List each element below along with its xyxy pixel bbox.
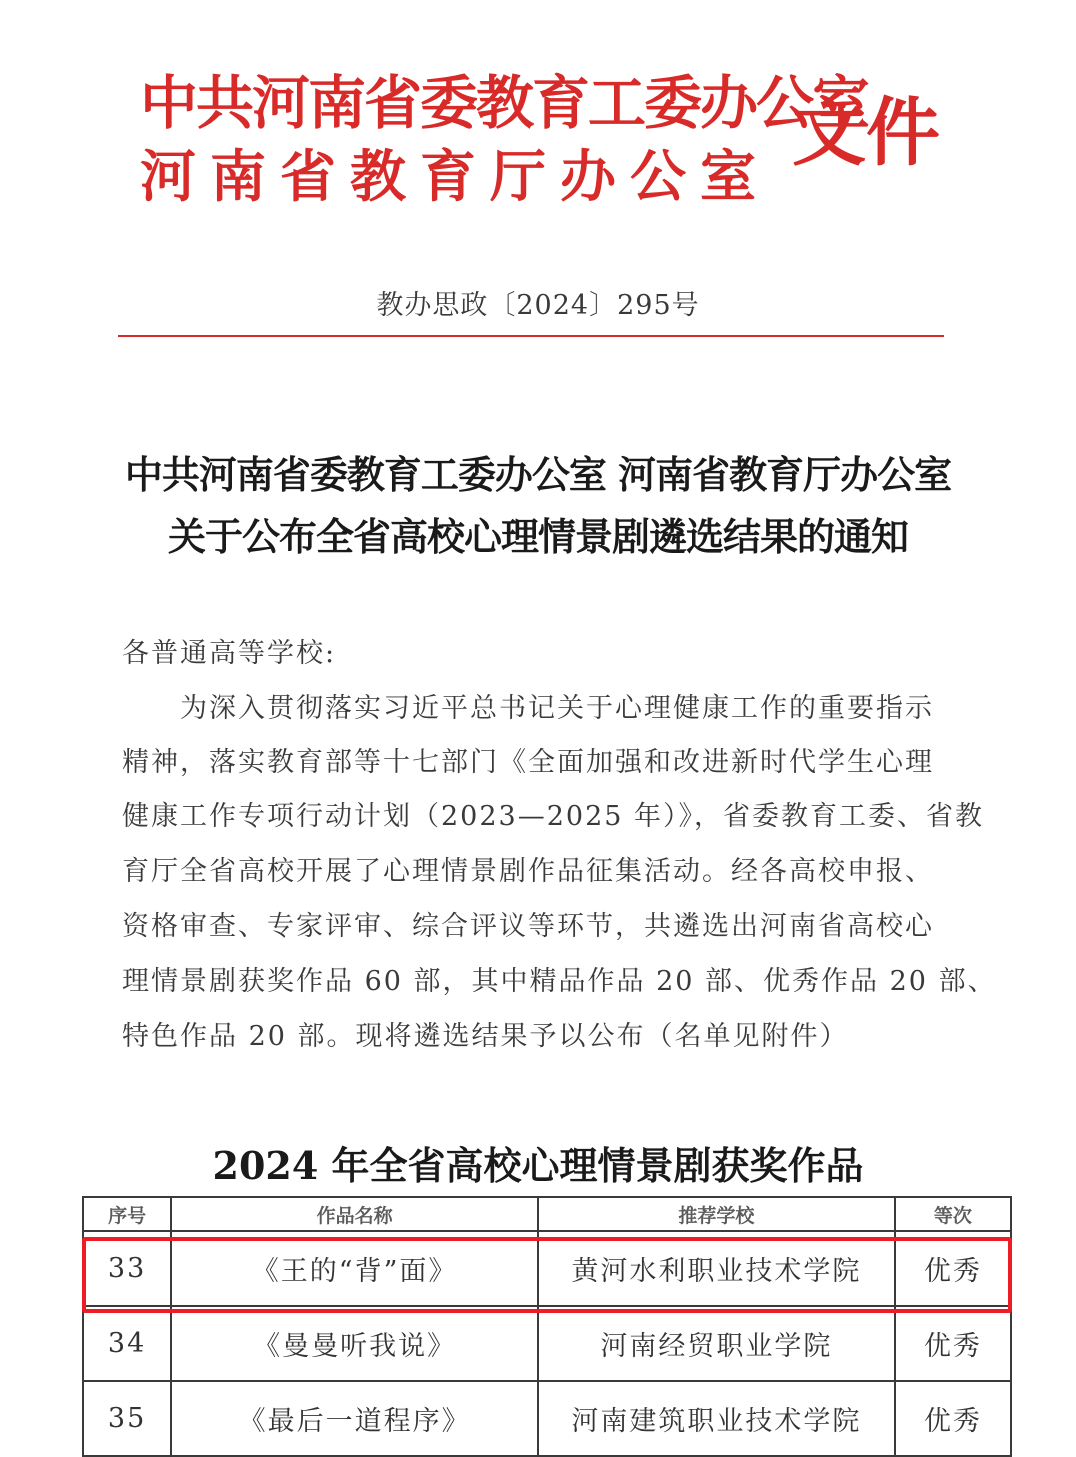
body-line: 精神，落实教育部等十七部门《全面加强和改进新时代学生心理 bbox=[122, 747, 934, 778]
table-row bbox=[83, 1306, 1011, 1381]
table-row bbox=[83, 1381, 1011, 1456]
letterhead-doc-type: 文件 bbox=[792, 90, 940, 176]
header-name: 作品名称 bbox=[171, 1197, 538, 1231]
awards-table bbox=[82, 1196, 1012, 1457]
header-no: 序号 bbox=[83, 1197, 171, 1231]
table-title: 2024 年全省高校心理情景剧获奖作品 bbox=[212, 1143, 864, 1188]
red-divider bbox=[118, 335, 944, 337]
cell-school: 黄河水利职业技术学院 bbox=[538, 1231, 895, 1306]
document-number: 教办思政〔2024〕295号 bbox=[376, 290, 700, 321]
cell-school: 河南经贸职业学院 bbox=[538, 1306, 895, 1381]
body-line: 育厅全省高校开展了心理情景剧作品征集活动。经各高校申报、 bbox=[122, 856, 934, 887]
cell-name: 《最后一道程序》 bbox=[171, 1381, 538, 1456]
table-header-row bbox=[83, 1197, 1011, 1231]
salutation: 各普通高等学校: bbox=[122, 638, 337, 669]
cell-school: 河南建筑职业技术学院 bbox=[538, 1381, 895, 1456]
cell-no: 35 bbox=[83, 1381, 171, 1456]
cell-grade: 优秀 bbox=[895, 1381, 1011, 1456]
cell-grade: 优秀 bbox=[895, 1231, 1011, 1306]
body-line: 特色作品 20 部。现将遴选结果予以公布（名单见附件） bbox=[122, 1021, 849, 1052]
body-line: 资格审查、专家评审、综合评议等环节，共遴选出河南省高校心 bbox=[122, 911, 934, 942]
notice-title-line2: 关于公布全省高校心理情景剧遴选结果的通知 bbox=[167, 514, 908, 559]
letterhead-org-line1: 中共河南省委教育工委办公室 bbox=[140, 69, 869, 137]
cell-name: 《曼曼听我说》 bbox=[171, 1306, 538, 1381]
letterhead-org-line2: 河南省教育厅办公室 bbox=[140, 144, 770, 210]
table-row bbox=[83, 1231, 1011, 1306]
notice-title-line1: 中共河南省委教育工委办公室 河南省教育厅办公室 bbox=[124, 452, 952, 497]
body-line: 为深入贯彻落实习近平总书记关于心理健康工作的重要指示 bbox=[180, 693, 934, 724]
body-line: 理情景剧获奖作品 60 部，其中精品作品 20 部、优秀作品 20 部、 bbox=[122, 966, 997, 997]
cell-no: 33 bbox=[83, 1231, 171, 1306]
cell-no: 34 bbox=[83, 1306, 171, 1381]
cell-grade: 优秀 bbox=[895, 1306, 1011, 1381]
header-school: 推荐学校 bbox=[538, 1197, 895, 1231]
header-grade: 等次 bbox=[895, 1197, 1011, 1231]
cell-name: 《王的“背”面》 bbox=[171, 1231, 538, 1306]
body-line: 健康工作专项行动计划（2023—2025 年）》，省委教育工委、省教 bbox=[122, 801, 985, 832]
